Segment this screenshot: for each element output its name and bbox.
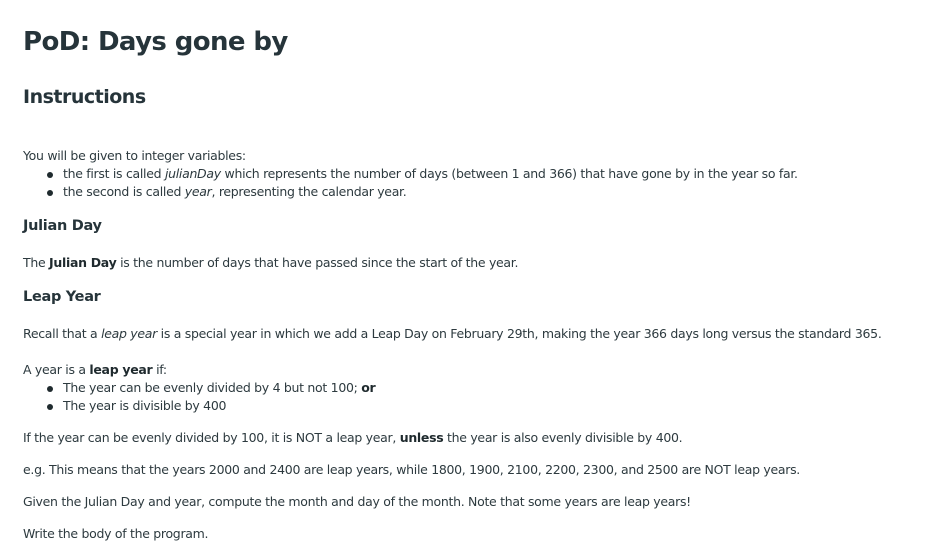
var-text-pre: the second is called <box>63 184 185 199</box>
page-title: PoD: Days gone by <box>23 27 288 57</box>
instructions-heading: Instructions <box>23 86 146 108</box>
julian-term: Julian Day <box>49 255 117 270</box>
leap-recall-post: is a special year in which we add a Leap Day on February 29th, making the year 366 days long versus the standard 365. <box>156 326 882 341</box>
julian-day-text <box>23 255 518 270</box>
intro-text: You will be given to integer variables: <box>23 148 246 163</box>
list-item <box>23 183 798 201</box>
list-item <box>23 165 798 183</box>
bullet-icon <box>47 404 53 410</box>
bullet-icon <box>47 386 53 392</box>
leap-year-term: leap year <box>101 326 157 341</box>
leap-rules-list <box>23 379 375 415</box>
bullet-icon <box>47 190 53 196</box>
century-rule-pre: If the year can be evenly divided by 100, it is NOT a leap year, <box>23 430 400 445</box>
example-text: e.g. This means that the years 2000 and 2400 are leap years, while 1800, 1900, 2100, 2200, 2300, and 2500 are NOT leap years. <box>23 462 800 477</box>
variables-list <box>23 165 798 201</box>
century-rule-post: the year is also evenly divisible by 400. <box>443 430 683 445</box>
leap-recall-text <box>23 326 882 341</box>
write-program-text: Write the body of the program. <box>23 526 209 541</box>
var-text-post: which represents the number of days (between 1 and 366) that have gone by in the year so far. <box>220 166 798 181</box>
rule-text: The year can be evenly divided by 4 but not 100; <box>63 380 362 395</box>
var-name: julianDay <box>164 166 221 181</box>
leap-year-heading: Leap Year <box>23 289 101 305</box>
leap-recall-pre: Recall that a <box>23 326 102 341</box>
leap-if-text <box>23 362 167 377</box>
rule-text: The year is divisible by 400 <box>63 398 227 413</box>
list-item <box>23 379 375 397</box>
bullet-icon <box>47 172 53 178</box>
julian-day-heading: Julian Day <box>23 218 102 234</box>
leap-if-post: if: <box>152 362 167 377</box>
var-name: year <box>184 184 212 199</box>
leap-if-pre: A year is a <box>23 362 90 377</box>
julian-text-pre: The <box>23 255 50 270</box>
century-rule-text <box>23 430 682 445</box>
list-item <box>23 397 375 415</box>
rule-conjunction: or <box>361 380 376 395</box>
task-text: Given the Julian Day and year, compute the month and day of the month. Note that some years are leap years! <box>23 494 691 509</box>
var-text-pre: the first is called <box>63 166 165 181</box>
leap-if-term: leap year <box>89 362 153 377</box>
century-rule-term: unless <box>399 430 444 445</box>
var-text-post: , representing the calendar year. <box>211 184 407 199</box>
julian-text-post: is the number of days that have passed since the start of the year. <box>116 255 519 270</box>
